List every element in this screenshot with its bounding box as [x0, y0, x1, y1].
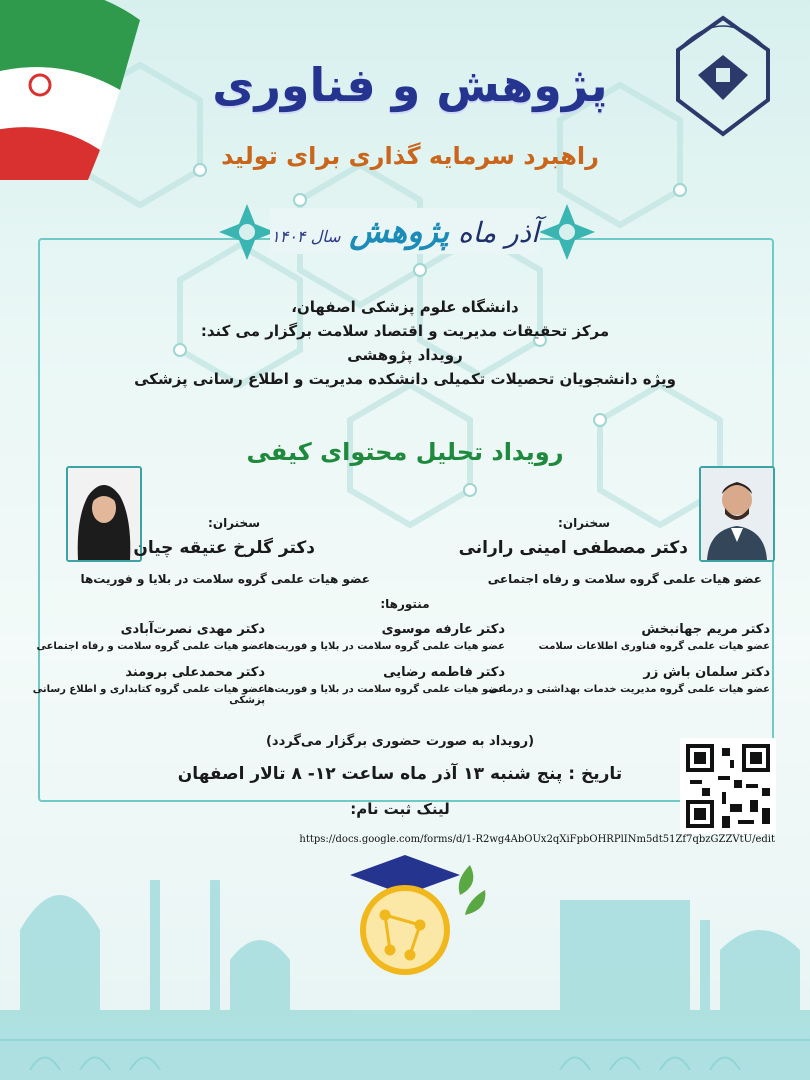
speaker-1-photo	[699, 466, 775, 562]
mentor-1	[539, 622, 770, 652]
mentor-role: عضو هیات علمی گروه سلامت در بلایا و فوریت‌ها	[263, 641, 505, 652]
mentor-role: عضو هیات علمی گروه کتابداری و اطلاع رسانی پزشکی	[32, 684, 265, 706]
page-subtitle: راهبرد سرمایه گذاری برای تولید	[221, 142, 599, 170]
mentor-name: دکتر مهدی نصرت‌آبادی	[120, 622, 265, 637]
speaker-1-label: سخنران:	[558, 516, 610, 530]
registration-link[interactable]: https://docs.google.com/forms/d/1-R2wg4AbOUx2qXiFpbOHRPlINm5dt51Zf7qbzGZZVtU/edit	[299, 834, 775, 845]
attendance-notice: (رویداد به صورت حضوری برگزار می‌گردد)	[265, 734, 535, 749]
month-year: سال ۱۴۰۴	[271, 227, 341, 246]
event-title: رویداد تحلیل محتوای کیفی	[246, 438, 564, 466]
speaker-2-photo	[66, 466, 142, 562]
month-heading	[270, 208, 540, 254]
mentor-name: دکتر فاطمه رضایی	[383, 665, 505, 680]
mentor-role: عضو هیات علمی گروه سلامت و رفاه اجتماعی	[36, 641, 265, 652]
mentor-role: عضو هیات علمی گروه سلامت در بلایا و فوریت‌ها	[263, 684, 505, 695]
mentor-2	[264, 622, 505, 652]
male-avatar-icon	[701, 468, 773, 560]
month-main: پژوهش	[349, 212, 450, 250]
intro-line-1: دانشگاه علوم پزشکی اصفهان،	[291, 298, 519, 316]
speaker-2-role: عضو هیات علمی گروه سلامت در بلایا و فوریت‌ها	[80, 572, 370, 586]
speaker-1-role: عضو هیات علمی گروه سلامت و رفاه اجتماعی	[487, 572, 762, 586]
mentor-5	[264, 665, 505, 695]
iran-flag-icon	[0, 0, 160, 180]
female-avatar-icon	[68, 468, 140, 560]
speaker-2-name: دکتر گلرخ عتیقه چیان	[133, 538, 315, 558]
mentor-name: دکتر سلمان باش زر	[643, 665, 770, 680]
mentors-header: منتورها:	[380, 597, 430, 611]
intro-text	[60, 295, 750, 391]
intro-line-4: ویژه دانشجویان تحصیلات تکمیلی دانشکده مدیریت و اطلاع رسانی پزشکی	[134, 370, 676, 388]
intro-line-2: مرکز تحقیقات مدیریت و اقتصاد سلامت برگزار می کند:	[200, 322, 610, 340]
registration-label: لینک ثبت نام:	[350, 800, 450, 818]
page-title: پژوهش و فناوری	[212, 58, 608, 112]
university-logo	[668, 10, 778, 140]
event-date: تاریخ : پنج شنبه ۱۳ آذر ماه ساعت ۱۲- ۸ تالار اصفهان	[177, 764, 623, 784]
intro-line-3: رویداد پژوهشی	[347, 346, 463, 364]
mentor-name: دکتر عارفه موسوی	[381, 622, 505, 637]
mentor-3	[36, 622, 265, 652]
ornament-right-icon	[535, 200, 599, 264]
mentor-4	[489, 665, 770, 695]
mentor-name: دکتر مریم جهانبخش	[641, 622, 770, 637]
month-prefix: آذر ماه	[458, 216, 539, 249]
mentor-role: عضو هیات علمی گروه فناوری اطلاعات سلامت	[538, 641, 770, 652]
graduation-bulb-icon	[320, 855, 490, 985]
mentor-role: عضو هیات علمی گروه مدیریت خدمات بهداشتی و درمانی	[488, 684, 770, 695]
qr-code-icon[interactable]	[680, 738, 776, 834]
mentor-6	[0, 665, 265, 706]
mentor-name: دکتر محمدعلی برومند	[125, 665, 265, 680]
speaker-2-label: سخنران:	[208, 516, 260, 530]
speaker-1-name: دکتر مصطفی امینی رارانی	[458, 538, 688, 558]
